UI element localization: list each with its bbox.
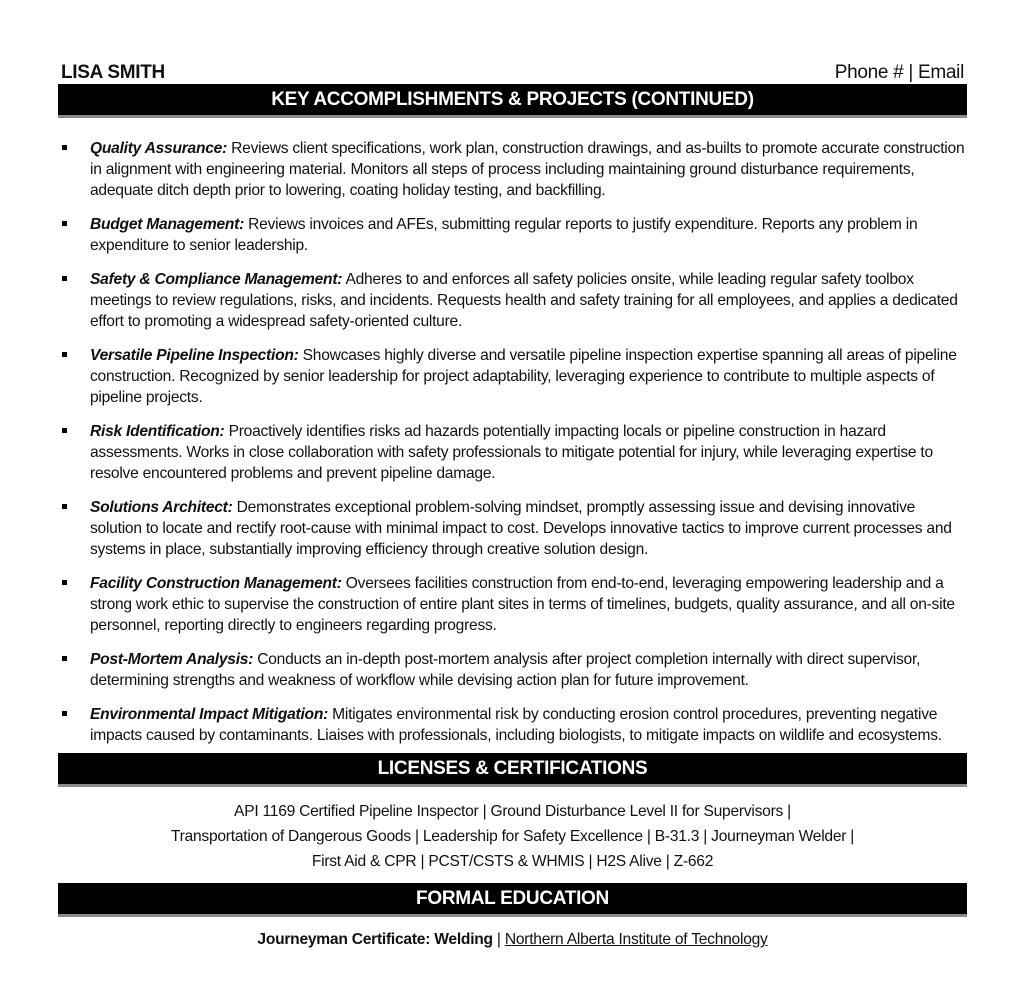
accomplishment-item [58, 704, 967, 746]
accomplishment-item [58, 138, 967, 201]
accomplishment-lead: Environmental Impact Mitigation: [90, 706, 329, 723]
accomplishment-text: Proactively identifies risks ad hazards potentially impacting locals or pipeline construction in hazard assessments. Works in close collaboration with safety professionals to mitigate potential for injury, while leveraging expertise to resolve encountered problems and prevent pipeline damage. [90, 423, 933, 482]
bullet-square-icon [62, 352, 67, 357]
accomplishments-list [58, 138, 967, 746]
section-header-accomplishments: KEY ACCOMPLISHMENTS & PROJECTS (CONTINUED) [58, 84, 967, 118]
education-credential: Journeyman Certificate: Welding [257, 931, 493, 948]
accomplishment-lead: Risk Identification: [90, 423, 225, 440]
accomplishment-lead: Solutions Architect: [90, 499, 233, 516]
resume-header [58, 58, 967, 84]
accomplishment-item [58, 214, 967, 256]
accomplishment-text: Reviews client specifications, work plan, construction drawings, and as-builts to promote accurate construction in alignment with engineering material. Monitors all steps of process including maintaining ground disturbance requirements, adequate ditch depth prior to lowering, coating holiday testing, and backfilling. [90, 140, 965, 199]
accomplishment-lead: Quality Assurance: [90, 140, 228, 157]
certifications-block [58, 799, 967, 874]
section-header-education: FORMAL EDUCATION [58, 883, 967, 917]
bullet-square-icon [62, 276, 67, 281]
accomplishment-text: Conducts an in-depth post-mortem analysis after project completion internally with direct supervisor, determining strengths and weakness of workflow while devising action plan for future improvement. [90, 651, 921, 689]
bullet-square-icon [62, 221, 67, 226]
accomplishment-item [58, 345, 967, 408]
resume-page [58, 58, 967, 949]
certifications-line: API 1169 Certified Pipeline Inspector | Ground Disturbance Level II for Supervisors | [234, 803, 791, 820]
bullet-square-icon [62, 580, 67, 585]
education-school: Northern Alberta Institute of Technology [504, 931, 768, 948]
accomplishment-lead: Versatile Pipeline Inspection: [90, 347, 299, 364]
accomplishment-lead: Budget Management: [90, 216, 245, 233]
bullet-square-icon [62, 145, 67, 150]
accomplishment-text: Adheres to and enforces all safety policies onsite, while leading regular safety toolbox meetings to review regulations, risks, and incidents. Requests health and safety training for all employees, and applies a dedicated effort to promoting a widespread safety-oriented culture. [90, 271, 958, 330]
accomplishment-item [58, 573, 967, 636]
accomplishment-item [58, 497, 967, 560]
accomplishment-text: Mitigates environmental risk by conducting erosion control procedures, preventing negative impacts caused by contaminants. Liaises with professionals, including biologists, to mitigate impacts on wildlife and ecosystems. [90, 706, 942, 744]
accomplishment-item [58, 269, 967, 332]
certifications-line: Transportation of Dangerous Goods | Leadership for Safety Excellence | B-31.3 | Journeyman Welder | [170, 828, 855, 845]
certifications-line: First Aid & CPR | PCST/CSTS & WHMIS | H2S Alive | Z-662 [311, 853, 714, 870]
accomplishment-item [58, 649, 967, 691]
candidate-name: LISA SMITH [61, 62, 165, 83]
contact-info: Phone # | Email [834, 62, 964, 83]
accomplishment-lead: Facility Construction Management: [90, 575, 342, 592]
accomplishment-text: Showcases highly diverse and versatile pipeline inspection expertise spanning all areas of pipeline construction. Recognized by senior leadership for project adaptability, leveraging experience to contribute to multiple aspects of pipeline projects. [90, 347, 957, 406]
section-header-licenses: LICENSES & CERTIFICATIONS [58, 753, 967, 787]
bullet-square-icon [62, 504, 67, 509]
accomplishment-lead: Post-Mortem Analysis: [90, 651, 254, 668]
bullet-square-icon [62, 711, 67, 716]
education-entry [58, 931, 967, 949]
accomplishment-text: Demonstrates exceptional problem-solving mindset, promptly assessing issue and devising innovative solution to locate and rectify root-cause with minimal impact to cost. Develops innovative tactics to improve current processes and systems in place, substantially improving efficiency through creative solution design. [90, 499, 952, 558]
education-separator: | [492, 931, 505, 948]
bullet-square-icon [62, 428, 67, 433]
accomplishment-text: Oversees facilities construction from end-to-end, leveraging empowering leadership and a strong work ethic to supervise the construction of entire plant sites in terms of timelines, budgets, quality assurance, and all on-site personnel, reporting directly to engineers regarding progress. [90, 575, 955, 634]
accomplishment-lead: Safety & Compliance Management: [90, 271, 343, 288]
accomplishment-item [58, 421, 967, 484]
bullet-square-icon [62, 656, 67, 661]
accomplishment-text: Reviews invoices and AFEs, submitting regular reports to justify expenditure. Reports any problem in expenditure to senior leadership. [90, 216, 918, 254]
